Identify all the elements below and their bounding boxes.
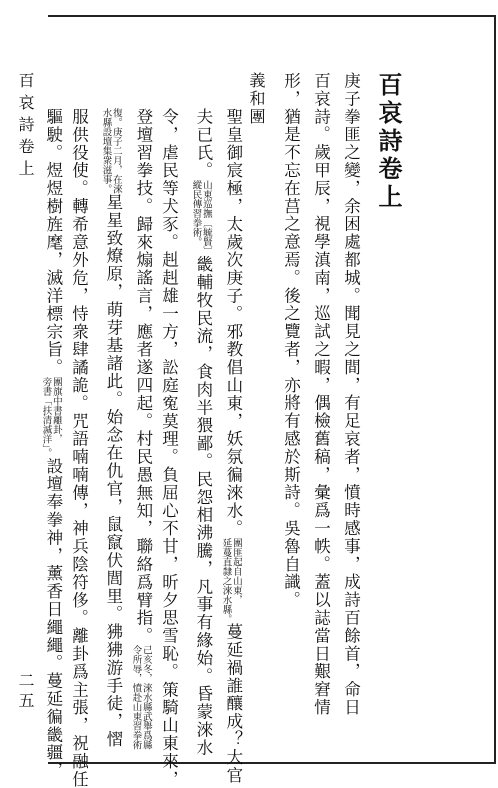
poem-column-5 — [100, 108, 121, 748]
poem-text: 驅駛。煜煜樹旌麾，滅洋標宗旨。 — [43, 108, 63, 377]
poem-text: 夫已氏。 — [193, 108, 213, 180]
poem-column-1 — [220, 108, 241, 784]
poem-column-4 — [130, 108, 151, 750]
poem-text: 聖皇御宸極，太歲次庚子。邪教倡山東，妖氛徧淶水。 — [223, 108, 243, 538]
annotation: 團匪起自山東， 延蔓直隸之淶水縣。 — [220, 537, 242, 624]
poem-column-2 — [190, 108, 211, 757]
preface-line-2: 百哀詩。歲甲辰，視學滇南，巡試之暇，偶檢舊稿，彙爲一帙。蓋以誌當日艱窘情 — [311, 72, 331, 717]
annotation: 復。庚子二月，在淶 水縣設壇集衆滋事。 — [100, 108, 122, 194]
page-border-right — [494, 15, 496, 764]
annotation: 己亥冬，淶水縣武舉爲縣 令所辱，憤赴山東習拳術 — [130, 645, 152, 750]
page-border-bottom — [48, 762, 495, 764]
book-title: 百哀詩卷上 — [374, 72, 403, 212]
annotation: 團旗中書離卦， 旁書「扶清滅洋」。 — [40, 376, 62, 458]
poem-column-3: 令，虐民等犬豕。赳赳雄一方，訟庭寃莫理。負屈心不甘，昕夕思雪恥。策騎山東來， — [159, 108, 179, 788]
poem-text: 登壇習拳技。歸來煽謠言，應者遂四起。村民愚無知，聯絡爲臂指。 — [133, 108, 153, 645]
poem-text: 設壇奉拳神，薰香日繩繩。蔓延徧畿疆， — [43, 457, 63, 780]
poem-column-6: 服供役使。轉希意外危，恃衆肆譎詭。咒語喃喃傳，神兵陰符侈。離卦爲主張，祝融任 — [69, 108, 89, 788]
preface-line-3: 形，猶是不忘在莒之意焉。後之覽者，亦將有感於斯詩。吳魯自識。 — [281, 72, 301, 609]
running-title: 百哀詩卷上 — [16, 72, 35, 182]
poem-title: 義和團 — [247, 72, 266, 126]
page-number: 二五 — [16, 672, 35, 712]
annotation: 山東巡撫〔毓賢〕 縱民傳習拳術。 — [190, 179, 212, 256]
poem-text: 星星致燎原，萌芽基諸此。始念在仇官，鼠竄伏閭里。狒狒游手徒，慴 — [103, 193, 123, 749]
poem-text: 蔓延禍誰釀成？大官 — [223, 623, 243, 785]
preface-line-1: 庚子拳匪之變，余困處都城。聞見之間，有足哀者，憤時感事，成詩百餘首，命日 — [341, 72, 361, 717]
page-border-top — [48, 15, 495, 17]
poem-text: 畿輔牧民流，食肉半猥鄙。民怨相沸騰，凡事有緣始。昏蒙淶水 — [193, 255, 213, 757]
poem-column-7 — [40, 108, 61, 779]
